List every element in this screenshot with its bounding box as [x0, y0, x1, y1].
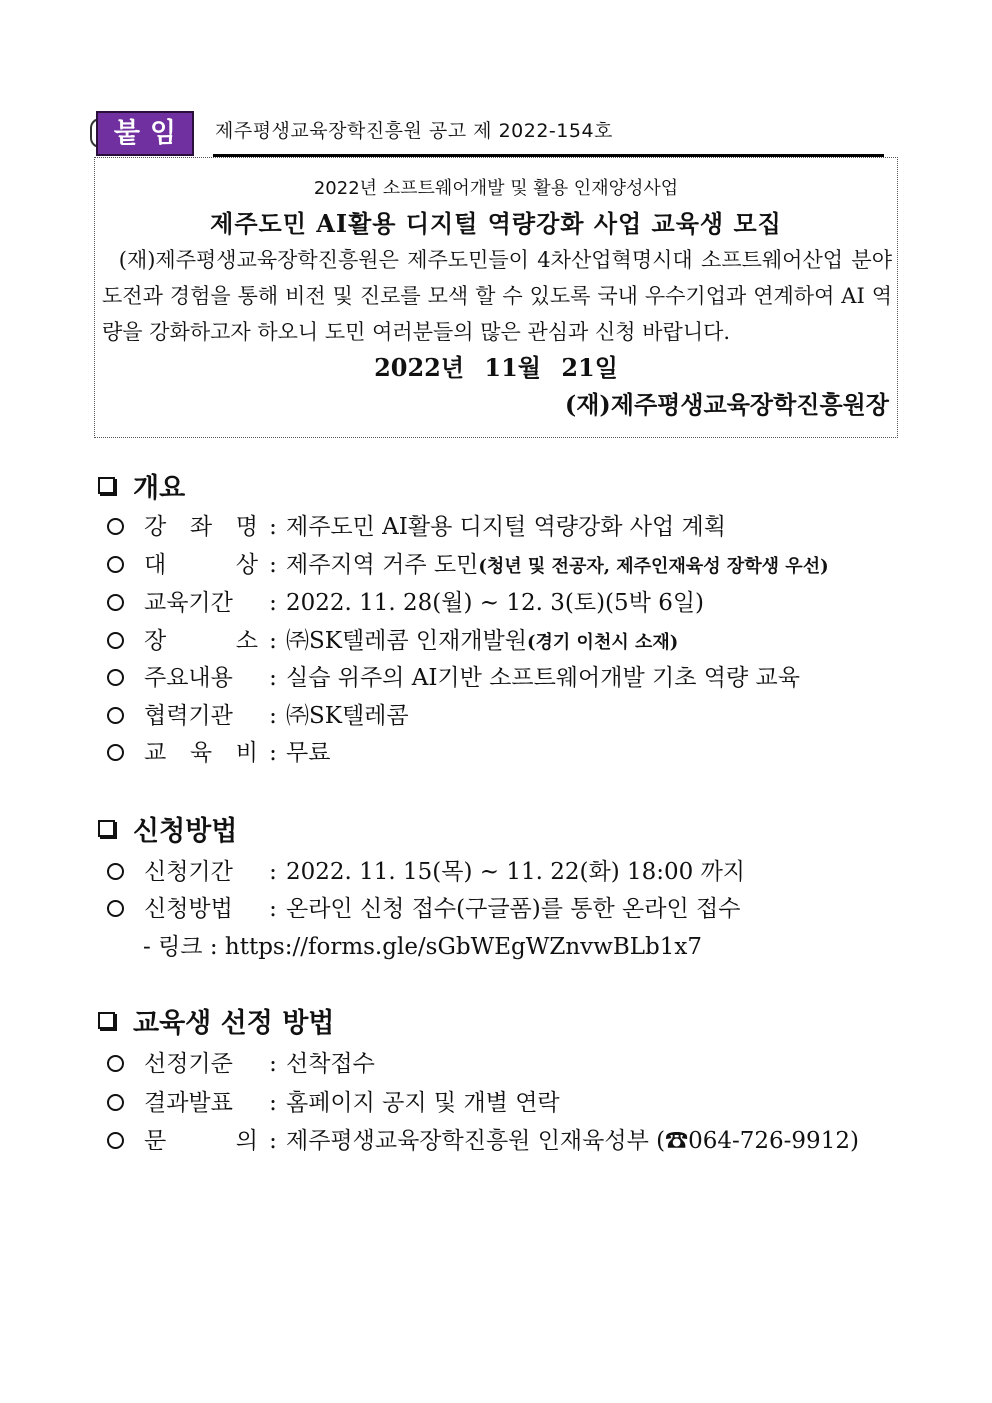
list-item: 결과발표 : 홈페이지 공지 및 개별 연락	[107, 1084, 560, 1117]
list-item: 주요내용 : 실습 위주의 AI기반 소프트웨어개발 기초 역량 교육	[107, 659, 800, 692]
square-bullet-icon	[98, 1012, 115, 1029]
list-item: 장 소 : ㈜SK텔레콤 인재개발원 (경기 이천시 소재)	[107, 622, 678, 655]
circle-bullet-icon	[107, 744, 124, 761]
circle-bullet-icon	[107, 1132, 124, 1149]
circle-bullet-icon	[107, 594, 124, 611]
list-item: 선정기준 : 선착접수	[107, 1045, 375, 1078]
list-item: 문 의 : 제주평생교육장학진흥원 인재육성부 (☎064-726-9912)	[107, 1122, 859, 1155]
list-item: 교 육 비 : 무료	[107, 734, 330, 767]
square-bullet-icon	[98, 820, 115, 837]
list-item: 교육기간 : 2022. 11. 28(월) ~ 12. 3(토)(5박 6일)	[107, 584, 704, 617]
circle-bullet-icon	[107, 556, 124, 573]
notice-number: 제주평생교육장학진흥원 공고 제 2022-154호	[215, 120, 613, 142]
circle-bullet-icon	[107, 707, 124, 724]
circle-bullet-icon	[107, 632, 124, 649]
announcement-title: 제주도민 AI활용 디지털 역량강화 사업 교육생 모집	[210, 209, 782, 238]
circle-bullet-icon	[107, 669, 124, 686]
application-link[interactable]: https://forms.gle/sGbWEgWZnvwBLb1x7	[224, 934, 702, 960]
circle-bullet-icon	[107, 900, 124, 917]
list-item: 협력기관 : ㈜SK텔레콤	[107, 697, 409, 730]
list-item: 신청기간 : 2022. 11. 15(목) ~ 11. 22(화) 18:00 까지	[107, 853, 745, 886]
circle-bullet-icon	[107, 863, 124, 880]
list-item: 대 상 : 제주지역 거주 도민 (청년 및 전공자, 제주인재육성 장학생 우선)	[107, 546, 829, 579]
circle-bullet-icon	[107, 1055, 124, 1072]
announcement-signer: (재)제주평생교육장학진흥원장	[564, 390, 889, 419]
list-item: 강 좌 명 : 제주도민 AI활용 디지털 역량강화 사업 계획	[107, 508, 726, 541]
section-selection-title: 교육생 선정 방법	[98, 1001, 334, 1040]
announcement-date: 2022년 11월 21일	[374, 353, 618, 382]
announcement-body: (재)제주평생교육장학진흥원은 제주도민들이 4차산업혁명시대 소프트웨어산업 분야 도전과 경험을 통해 비전 및 진로를 모색 할 수 있도록 국내 우수기업과 연계하여 AI 역량을 강화하고자 하오니 도민 여러분들의 많은 관심과 신청 바랍니다.	[102, 248, 892, 344]
announcement-box	[94, 157, 898, 438]
list-item: 신청방법 : 온라인 신청 접수(구글폼)를 통한 온라인 접수	[107, 890, 740, 923]
section-overview-title: 개요	[98, 466, 185, 505]
attachment-badge: 붙임	[96, 111, 194, 156]
square-bullet-icon	[98, 477, 115, 494]
announcement-subtitle: 2022년 소프트웨어개발 및 활용 인재양성사업	[313, 178, 679, 199]
circle-bullet-icon	[107, 1094, 124, 1111]
circle-bullet-icon	[107, 518, 124, 535]
section-application-title: 신청방법	[98, 809, 237, 848]
application-link-line: - 링크 : https://forms.gle/sGbWEgWZnvwBLb1x7	[143, 934, 702, 960]
